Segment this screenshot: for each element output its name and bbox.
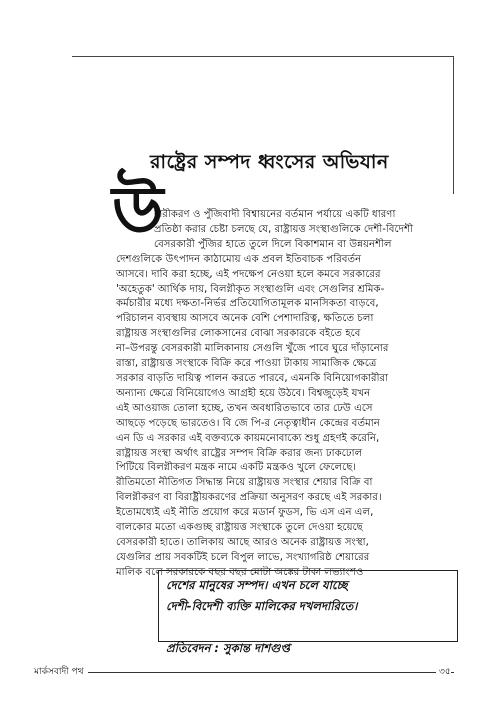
- article-line: যেগুলির প্রায় সবকটিই চলে বিপুল লাভে, সংখ্যাগরিষ্ঠ শেয়ারের: [116, 551, 370, 563]
- footer-page-number: ৩৫: [436, 664, 451, 679]
- article-line: বেসরকারী হাতে। তালিকায় আছে আরও অনেক রাষ্ট্রায়ত্ত সংস্থা,: [116, 536, 369, 548]
- article-line: দেশগুলিকে উৎপাদন কাঠামোয় এক প্রবল ইতিবাচক পরিবর্তন: [116, 253, 362, 265]
- article-line: কর্মচারীর মধ্যে দক্ষতা-নির্ভর প্রতিযোগিতামূলক মানসিকতা বাড়বে,: [116, 298, 379, 310]
- article-line: এই আওয়াজ তোলা হচ্ছে, তখন অবধারিতভাবে তার ঢেউ এসে: [116, 402, 373, 414]
- article-line: প্রতিষ্ঠা করার চেষ্টা চলছে যে, রাষ্ট্রায়ত্ত সংস্থাগুলিকে দেশী-বিদেশী: [154, 223, 413, 235]
- summary-text: [166, 575, 456, 617]
- footer-rule: [34, 672, 454, 673]
- article-line: এন ডি এ সরকার এই বক্তব্যকে কায়মনোবাক্যে শুধু গ্রহণই করেনি,: [116, 432, 380, 444]
- decorative-frame-top: [72, 56, 454, 57]
- article-line: রীতিমতো নীতিগত সিদ্ধান্ত নিয়ে রাষ্ট্রায়ত্ত সংস্থার শেয়ার বিক্রি বা: [116, 477, 373, 489]
- article-line: রাষ্ট্রায়ত্ত সংস্থা অর্থাৎ রাষ্ট্রের সম্পদ বিক্রি করার জন্য ঢাকঢোল: [116, 447, 363, 459]
- article-line: বিলগ্নীকরণ বা বিরাষ্ট্রীয়করণের প্রক্রিয়া অনুসরণ করছে এই সরকার।: [116, 492, 382, 504]
- byline: প্রতিবেদন : সুকান্ত দাশগুপ্ত: [166, 641, 290, 655]
- article-line: মালিক বলে সরকারকে বছর বছর মোটা অঙ্কের টাকা লভ্যাংশও: [116, 566, 364, 578]
- decorative-frame-right: [453, 56, 454, 194]
- article-line: 'অহেতুক' আর্থিক দায়, বিলগ্নীকৃত সংস্থাগুলি এবং সেগুলির শ্রমিক-: [116, 283, 385, 295]
- article-line: পরিচালন ব্যবস্থায় আসবে অনেক বেশি পেশাদারিত্ব, ক্ষতিতে চলা: [116, 313, 374, 325]
- article-line: বেসরকারী পুঁজির হাতে তুলে দিলে বিকাশমান বা উন্নয়নশীল: [154, 238, 392, 250]
- article-headline: রাষ্ট্রের সম্পদ ধ্বংসের অভিযান: [150, 151, 389, 173]
- article-line: অন্যান্য ক্ষেত্রে বিনিয়োগেও আগ্রহী হয়ে উঠবে। বিশ্বজুড়েই যখন: [116, 387, 371, 399]
- article-line: বালকোর মতো একগুচ্ছ রাষ্ট্রায়ত্ত সংস্থাকে তুলে দেওয়া হয়েছে: [116, 522, 363, 534]
- article-line: রাষ্ট্রায়ত্ত সংস্থাগুলির লোকসানের বোঝা সরকারকে বইতে হবে: [116, 328, 361, 340]
- article-line: না–উপরন্তু বেসরকারী মালিকানায় সেগুলি খুঁজে পাবে ঘুরে দাঁড়ানোর: [116, 343, 389, 355]
- article-line: ইতোমধ্যেই এই নীতি প্রয়োগ করে মডার্ন ফুডস, ভি এস এন এল,: [116, 507, 374, 519]
- article-line: রাস্তা, রাষ্ট্রায়ত্ত সংস্থাকে বিক্রি করে পাওয়া টাকায় সামাজিক ক্ষেত্রে: [116, 358, 377, 370]
- article-line: দারীকরণ ও পুঁজিবাদী বিশ্বায়নের বর্তমান পর্যায়ে একটি ধারণা: [154, 209, 396, 220]
- drop-cap: উ: [112, 172, 164, 249]
- summary-line-1: দেশের মানুষের সম্পদ। এখন চলে যাচ্ছে: [166, 578, 348, 592]
- article-body: [116, 208, 454, 581]
- article-line: আছড়ে পড়েছে ভারতেও। বি জে পি-র নেতৃত্বাধীন কেন্দ্রের বর্তমান: [116, 417, 380, 429]
- article-line: সরকার বাড়তি দায়িত্ব পালন করতে পারবে, এমনকি বিনিয়োগকারীরা: [116, 372, 389, 384]
- article-line: আসবে। দাবি করা হচ্ছে, এই পদক্ষেপ নেওয়া হলে কমবে সরকারের: [116, 268, 381, 280]
- summary-line-2: দেশী-বিদেশী ব্যক্তি মালিকের দখলদারিতে।: [166, 599, 358, 613]
- article-line: পিটিয়ে বিলগ্নীকরণ মন্ত্রক নামে একটি মন্ত্রকও খুলে ফেলেছে।: [116, 462, 357, 474]
- footer-publication: মার্কসবাদী পথ: [34, 664, 88, 679]
